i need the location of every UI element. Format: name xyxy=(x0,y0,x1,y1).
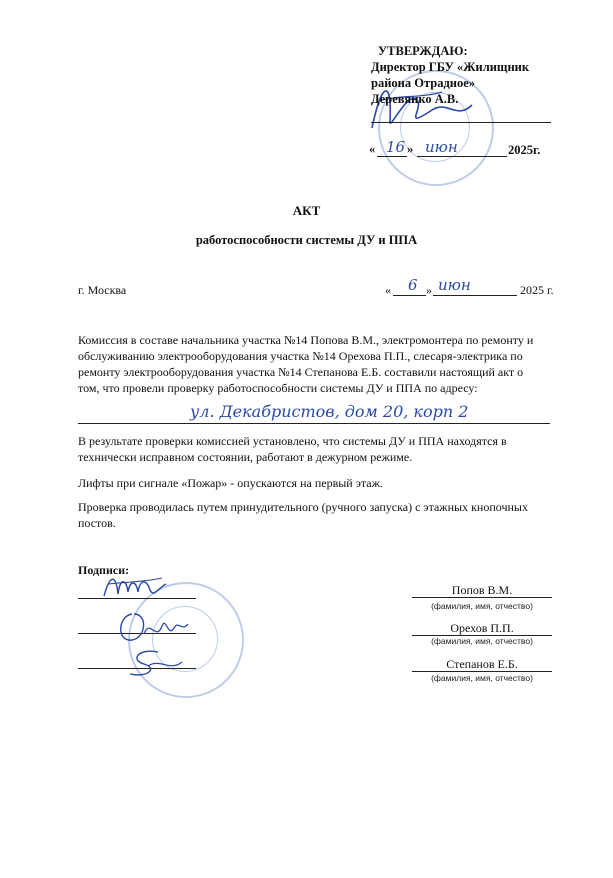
act-date-month-line xyxy=(433,295,517,296)
signature-popov xyxy=(100,570,170,602)
handwritten-address: ул. Декабристов, дом 20, корп 2 xyxy=(190,402,469,421)
paragraph-commission-line4: том, что провели проверку работоспособности системы ДУ и ППА по адресу: xyxy=(78,381,478,395)
signature-stepanov xyxy=(118,644,188,680)
paragraph-commission-line3: ремонту электрооборудования участка №14 Степанова Е.Б. составили настоящий акт о xyxy=(78,365,524,379)
signer-caption-orekhov: (фамилия, имя, отчество) xyxy=(431,636,533,646)
paragraph-result-line1: В результате проверки комиссией установлено, что системы ДУ и ППА находятся в xyxy=(78,434,507,448)
approval-date-day: 16 xyxy=(386,138,406,156)
signer-name-stepanov: Степанов Е.Б. xyxy=(446,657,518,671)
signer-name-popov: Попов В.М. xyxy=(451,583,513,597)
document-subtitle: работоспособности системы ДУ и ППА xyxy=(195,233,418,247)
signature-orekhov xyxy=(112,608,192,648)
approval-date-mid: » xyxy=(407,142,414,156)
approval-date-month: июн xyxy=(425,138,458,156)
approval-organization: района Отрадное» xyxy=(371,76,476,90)
approval-signature-line xyxy=(371,122,551,123)
paragraph-elevators: Лифты при сигнале «Пожар» - опускаются на первый этаж. xyxy=(78,476,383,490)
approval-position: Директор ГБУ «Жилищник xyxy=(371,60,530,74)
document-title: АКТ xyxy=(292,203,321,218)
act-date-mid: » xyxy=(426,283,432,297)
approval-heading: УТВЕРЖДАЮ: xyxy=(378,44,468,58)
approval-date-open: « xyxy=(369,142,376,156)
signer-line-stepanov xyxy=(412,671,552,672)
act-date-day: 6 xyxy=(408,276,418,294)
paragraph-result-line2: технически исправном состоянии, работают в дежурном режиме. xyxy=(78,450,413,464)
act-date-month: июн xyxy=(438,276,471,294)
signatures-heading: Подписи: xyxy=(78,563,130,577)
paragraph-commission-line2: обслуживанию электрооборудования участка №14 Орехова П.П., слесаря-электрика по xyxy=(78,349,523,363)
address-line xyxy=(78,423,550,424)
signer-line-popov xyxy=(412,597,552,598)
signer-name-orekhov: Орехов П.П. xyxy=(450,621,514,635)
approval-date-month-line xyxy=(417,156,507,157)
paragraph-method-line1: Проверка проводилась путем принудительного (ручного запуска) с этажных кнопочных xyxy=(78,500,528,514)
act-date-day-line xyxy=(393,295,426,296)
paragraph-method-line2: постов. xyxy=(78,516,116,530)
approval-date-day-line xyxy=(377,156,407,157)
act-date-year: 2025 г. xyxy=(520,283,554,297)
approval-date-year: 2025г. xyxy=(508,143,541,157)
paragraph-commission-line1: Комиссия в составе начальника участка №14 Попова В.М., электромонтера по ремонту и xyxy=(78,333,534,347)
approval-director-name: Деревянко А.В. xyxy=(371,92,459,106)
act-date-open: « xyxy=(385,283,391,297)
signer-caption-stepanov: (фамилия, имя, отчество) xyxy=(431,673,533,683)
city-label: г. Москва xyxy=(78,283,127,297)
signer-caption-popov: (фамилия, имя, отчество) xyxy=(431,601,533,611)
